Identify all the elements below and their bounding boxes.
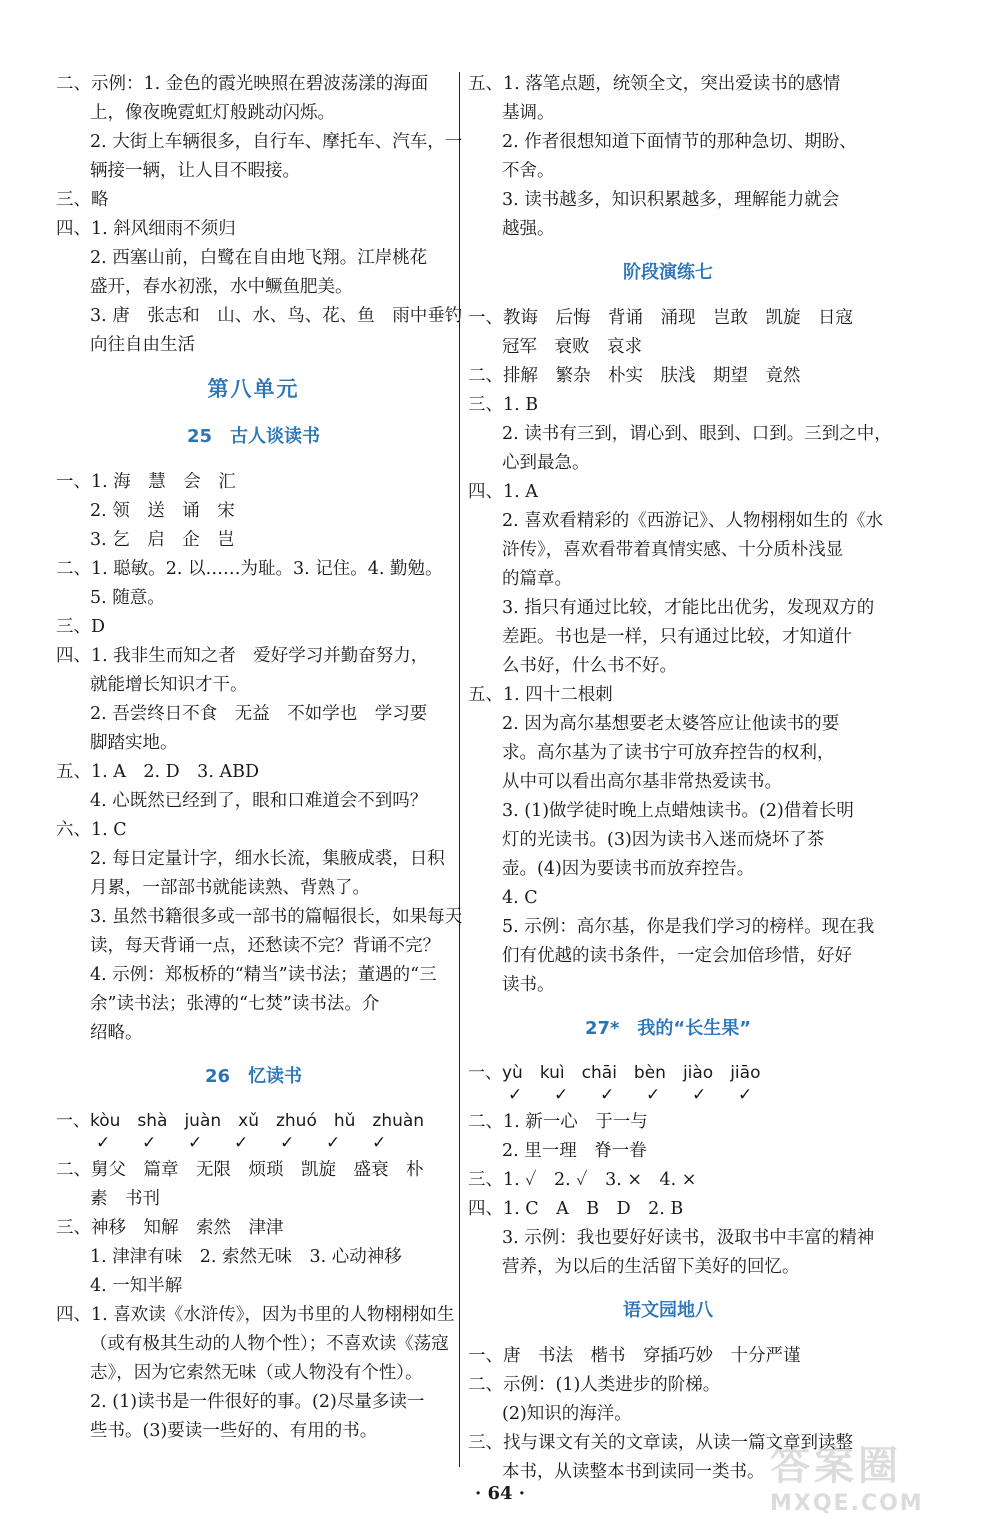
section-heading: 27* 我的“长生果” bbox=[584, 1018, 752, 1039]
unit-title: 第八单元 bbox=[207, 377, 300, 401]
answer-line: 二、1. 聪敏。2. 以……为耻。3. 记住。4. 勤勉。 bbox=[56, 559, 443, 579]
answer-line: (2)知识的海洋。 bbox=[502, 1404, 632, 1424]
answer-line: 素 书刊 bbox=[90, 1189, 160, 1209]
column-divider bbox=[459, 72, 460, 1467]
answer-line: 营养，为以后的生活留下美好的回忆。 bbox=[502, 1257, 800, 1277]
answer-line: 1. 津津有味 2. 索然无味 3. 心动神移 bbox=[90, 1247, 402, 1267]
checkmark-icon: ✓ bbox=[646, 1085, 661, 1105]
watermark-logo: 答案圈 MXQE.COM bbox=[770, 1443, 924, 1516]
answer-line: 五、1. 四十二根刺 bbox=[468, 685, 613, 705]
answer-line: 余”读书法；张溥的“七焚”读书法。介 bbox=[90, 994, 380, 1014]
answer-line: 二、示例：1. 金色的霞光映照在碧波荡漾的海面 bbox=[56, 74, 429, 94]
answer-line: 二、舅父 篇章 无限 烦琐 凯旋 盛衰 朴 bbox=[56, 1160, 424, 1180]
answer-line: 冠军 衰败 哀求 bbox=[502, 337, 642, 357]
answer-line: 一、唐 书法 楷书 穿插巧妙 十分严谨 bbox=[468, 1346, 801, 1366]
answer-line: 2. 作者很想知道下面情节的那种急切、期盼、 bbox=[502, 132, 857, 152]
answer-line: 2. 领 送 诵 宋 bbox=[90, 501, 235, 521]
checkmark-icon: ✓ bbox=[96, 1133, 111, 1153]
answer-line: 3. 唐 张志和 山、水、鸟、花、鱼 雨中垂钓 bbox=[90, 306, 463, 326]
answer-line: 就能增长知识才干。 bbox=[90, 675, 248, 695]
answer-line: 4. C bbox=[502, 888, 538, 908]
checkmark-icon: ✓ bbox=[600, 1085, 615, 1105]
answer-line: 脚踏实地。 bbox=[90, 733, 178, 753]
answer-line: 3. 乞 启 企 岂 bbox=[90, 530, 235, 550]
answer-line: 三、D bbox=[56, 617, 106, 637]
checkmark-icon: ✓ bbox=[554, 1085, 569, 1105]
checkmark-icon: ✓ bbox=[234, 1133, 249, 1153]
answer-line: 3. (1)做学徒时晚上点蜡烛读书。(2)借着长明 bbox=[502, 801, 854, 821]
answer-line: 读书。 bbox=[502, 975, 555, 995]
answer-line: 三、略 bbox=[56, 190, 109, 210]
answer-line: 4. 心既然已经到了，眼和口难道会不到吗？ bbox=[90, 791, 428, 811]
answer-line: 志》，因为它索然无味（或人物没有个性）。 bbox=[90, 1363, 423, 1383]
section-heading: 25 古人谈读书 bbox=[186, 426, 321, 447]
answer-line: 心到最急。 bbox=[502, 453, 590, 473]
answer-line: 2. 喜欢看精彩的《西游记》、人物栩栩如生的《水 bbox=[502, 511, 884, 531]
answer-line: 3. 读书越多，知识积累越多，理解能力就会 bbox=[502, 190, 840, 210]
answer-line: 们有优越的读书条件，一定会加倍珍惜，好好 bbox=[502, 946, 852, 966]
checkmark-icon: ✓ bbox=[372, 1133, 387, 1153]
answer-line: 五、1. 落笔点题，统领全文，突出爱读书的感情 bbox=[468, 74, 841, 94]
section-heading: 阶段演练七 bbox=[623, 262, 713, 283]
answer-line: 么书好，什么书不好。 bbox=[502, 656, 677, 676]
answer-line: 越强。 bbox=[502, 219, 555, 239]
answer-line: 二、示例：(1)人类进步的阶梯。 bbox=[468, 1375, 721, 1395]
answer-line: 差距。书也是一样，只有通过比较，才知道什 bbox=[502, 627, 852, 647]
pinyin-answer-row: 一、kòu shà juàn xǔ zhuó hǔ zhuàn bbox=[56, 1111, 425, 1131]
pinyin-answer-row: 一、yù kuì chāi bèn jiào jiāo bbox=[468, 1063, 761, 1083]
answer-line: 五、1. A 2. D 3. ABD bbox=[56, 762, 259, 782]
answer-line: 读，每天背诵一点，还愁读不完？背诵不完？ bbox=[90, 936, 440, 956]
checkmark-row bbox=[56, 1134, 451, 1156]
answer-line: 上，像夜晚霓虹灯般跳动闪烁。 bbox=[90, 103, 335, 123]
answer-line: 二、排解 繁杂 朴实 肤浅 期望 竟然 bbox=[468, 366, 801, 386]
answer-line: 向往自由生活 bbox=[90, 335, 195, 355]
answer-line: 本书，从读整本书到读同一类书。 bbox=[502, 1462, 765, 1482]
checkmark-icon: ✓ bbox=[692, 1085, 707, 1105]
answer-line: 4. 一知半解 bbox=[90, 1276, 183, 1296]
page-number: · 64 · bbox=[474, 1483, 526, 1504]
answer-line: 3. 虽然书籍很多或一部书的篇幅很长，如果每天 bbox=[90, 907, 463, 927]
checkmark-icon: ✓ bbox=[738, 1085, 753, 1105]
checkmark-icon: ✓ bbox=[280, 1133, 295, 1153]
checkmark-icon: ✓ bbox=[508, 1085, 523, 1105]
answer-line: 2. 吾尝终日不食 无益 不如学也 学习要 bbox=[90, 704, 428, 724]
section-heading: 语文园地八 bbox=[623, 1300, 713, 1321]
answer-line: 3. 指只有通过比较，才能比出优劣，发现双方的 bbox=[502, 598, 875, 618]
answer-line: 5. 随意。 bbox=[90, 588, 165, 608]
answer-line: 2. 每日定量计字，细水长流，集腋成裘，日积 bbox=[90, 849, 445, 869]
answer-line: 四、1. C A B D 2. B bbox=[468, 1199, 684, 1219]
checkmark-row bbox=[468, 1086, 868, 1108]
answer-line: 月累，一部部书就能读熟、背熟了。 bbox=[90, 878, 370, 898]
answer-line: 六、1. C bbox=[56, 820, 127, 840]
answer-line: 三、找与课文有关的文章读，从读一篇文章到读整 bbox=[468, 1433, 853, 1453]
answer-line: 2. 读书有三到，谓心到、眼到、口到。三到之中， bbox=[502, 424, 892, 444]
checkmark-icon: ✓ bbox=[188, 1133, 203, 1153]
checkmark-icon: ✓ bbox=[326, 1133, 341, 1153]
left-column bbox=[56, 70, 463, 1446]
answer-line: 三、神移 知解 索然 津津 bbox=[56, 1218, 284, 1238]
answer-line: 四、1. A bbox=[468, 482, 538, 502]
answer-line: 5. 示例：高尔基，你是我们学习的榜样。现在我 bbox=[502, 917, 875, 937]
answer-line: 一、教诲 后悔 背诵 涌现 岂敢 凯旋 日寇 bbox=[468, 308, 853, 328]
answer-line: 盛开，春水初涨，水中鳜鱼肥美。 bbox=[90, 277, 353, 297]
answer-line: 4. 示例：郑板桥的“精当”读书法；董遇的“三 bbox=[90, 965, 437, 985]
answer-line: 四、1. 斜风细雨不须归 bbox=[56, 219, 236, 239]
answer-line: 辆接一辆，让人目不暇接。 bbox=[90, 161, 300, 181]
answer-line: 三、1. B bbox=[468, 395, 539, 415]
section-heading: 26 忆读书 bbox=[204, 1066, 303, 1087]
answer-line: 2. 西塞山前，白鹭在自由地飞翔。江岸桃花 bbox=[90, 248, 428, 268]
answer-line: 从中可以看出高尔基非常热爱读书。 bbox=[502, 772, 782, 792]
answer-line: 三、1. ✓ 2. ✓ 3. × 4. × bbox=[468, 1170, 697, 1190]
answer-line: 2. 因为高尔基想要老太婆答应让他读书的要 bbox=[502, 714, 840, 734]
answer-line: （或有极其生动的人物个性）；不喜欢读《荡寇 bbox=[90, 1334, 449, 1354]
answer-line: 浒传》，喜欢看带着真情实感、十分质朴浅显 bbox=[502, 540, 844, 560]
answer-line: 灯的光读书。(3)因为读书入迷而烧坏了茶 bbox=[502, 830, 825, 850]
right-column bbox=[468, 70, 892, 1487]
answer-line: 求。高尔基为了读书宁可放弃控告的权利， bbox=[502, 743, 835, 763]
answer-line: 2. (1)读书是一件很好的事。(2)尽量多读一 bbox=[90, 1392, 425, 1412]
answer-line: 四、1. 我非生而知之者 爱好学习并勤奋努力， bbox=[56, 646, 429, 666]
answer-line: 壶。(4)因为要读书而放弃控告。 bbox=[502, 859, 755, 879]
answer-line: 3. 示例：我也要好好读书，汲取书中丰富的精神 bbox=[502, 1228, 875, 1248]
checkmark-icon: ✓ bbox=[142, 1133, 157, 1153]
answer-line: 基调。 bbox=[502, 103, 555, 123]
answer-line: 一、1. 海 慧 会 汇 bbox=[56, 472, 236, 492]
answer-line: 些书。(3)要读一些好的、有用的书。 bbox=[90, 1421, 378, 1441]
answer-line: 2. 大街上车辆很多，自行车、摩托车、汽车，一 bbox=[90, 132, 463, 152]
answer-line: 2. 里一理 脊一眷 bbox=[502, 1141, 647, 1161]
answer-line: 二、1. 新一心 于一与 bbox=[468, 1112, 648, 1132]
answer-line: 绍略。 bbox=[90, 1023, 143, 1043]
answer-line: 的篇章。 bbox=[502, 569, 572, 589]
answer-line: 不舍。 bbox=[502, 161, 555, 181]
answer-line: 四、1. 喜欢读《水浒传》，因为书里的人物栩栩如生 bbox=[56, 1305, 455, 1325]
